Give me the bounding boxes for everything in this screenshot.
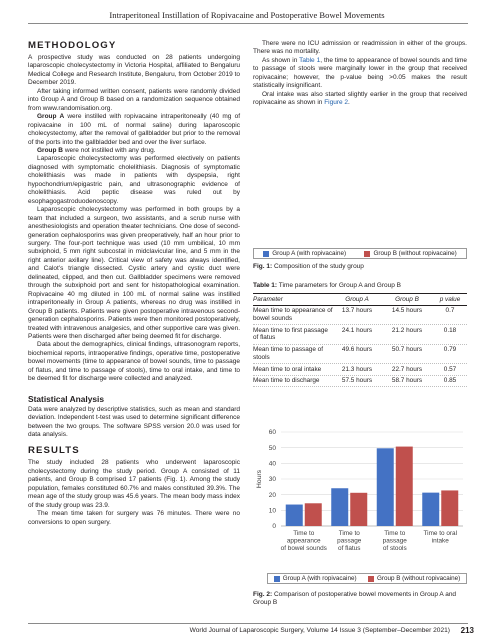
bar-group-b <box>441 490 458 526</box>
right-p3-after: . <box>348 99 350 107</box>
table-cell-group-a: 49.6 hours <box>341 346 373 354</box>
figure1-caption-text: Composition of the study group <box>272 263 364 270</box>
figure2-caption-label: Fig. 2: <box>253 591 273 598</box>
x-category-label: Time to <box>338 530 360 537</box>
table-cell-parameter: Mean time to appearance of bowel sounds <box>253 307 333 322</box>
table-row <box>253 306 467 325</box>
figure1-caption-label: Fig. 1: <box>253 263 273 270</box>
right-p2-after: , the time to appearance of bowel sounds and time to passage of stools were marginally lower in the group that received ropivacaine; however, the p-value being >0.05 makes the result statistically insignificant. <box>253 56 467 90</box>
methodology-p1: A prospective study was conducted on 28 patients undergoing laparoscopic cholecystectomy in Victoria Hospital, affiliated to Bengaluru Medical College and Research Institute, Bengaluru, from October 2019 to December 2019. <box>28 54 240 87</box>
bar-group-a <box>331 488 348 526</box>
table-row <box>253 364 467 376</box>
results-p1: The study included 28 patients who underwent laparoscopic cholecystectomy during the study period. Group A consisted of 11 patients, and Group B comprised 17 patients (Fig. 1). Among the study population, females constituted 60.7% and males constituted 39.3%. The mean age of the study group was 45.6 years. The mean body mass index of the study group was 23.9. <box>28 459 240 509</box>
left-column <box>28 40 240 527</box>
figure2-legend-a <box>274 575 357 582</box>
figure2-legend-b-label: Group B (without ropivacaine) <box>376 575 461 582</box>
legend-swatch-a <box>263 251 269 257</box>
right-p3-before: Oral intake was also started slightly earlier in the group that received ropivacaine as shown in <box>253 90 467 107</box>
table-cell-group-b: 14.5 hours <box>391 307 423 315</box>
group-a-label: Group A <box>37 113 65 121</box>
x-category-label: intake <box>431 537 449 545</box>
y-tick-label: 40 <box>268 460 276 468</box>
table1-caption-text: Time parameters for Group A and Group B <box>277 282 402 289</box>
table-cell-group-b: 50.7 hours <box>391 346 423 354</box>
x-category-label: Time to oral <box>423 530 458 537</box>
legend-swatch-b <box>364 251 370 257</box>
table-cell-parameter: Mean time to oral intake <box>253 365 322 373</box>
right-column <box>253 40 467 108</box>
table-cell-p-value: 0.7 <box>445 307 455 315</box>
table-cell-p-value: 0.57 <box>443 365 457 373</box>
table-cell-group-a: 13.7 hours <box>341 307 373 315</box>
table-header-group-b: Group B <box>395 295 419 303</box>
figure1-legend-b <box>364 250 456 257</box>
methodology-p7: Data about the demographics, clinical findings, ultrasonogram reports, biochemical reports, intraoperative findings, operative time, postoperative bowel movements (time to appearance of bowel sounds, time to passage of flatus, and time to passage of stools), time to oral intake, and time to be deemed fit for discharge were collected and analyzed. <box>28 341 240 383</box>
bar-group-a <box>286 505 303 526</box>
table-cell-group-a: 21.3 hours <box>341 365 373 373</box>
table-cell-parameter: Mean time to discharge <box>253 377 320 385</box>
figure2-legend <box>267 573 467 584</box>
running-head: Intraperitoneal Instillation of Ropivacaine and Postoperative Bowel Movements <box>109 10 385 20</box>
figure2-link[interactable]: Figure 2 <box>324 99 349 107</box>
right-p2 <box>253 57 467 91</box>
table-row <box>253 325 467 344</box>
table-cell-group-b: 58.7 hours <box>391 377 423 385</box>
x-category-label: Time to <box>384 530 406 537</box>
table1 <box>253 293 467 387</box>
y-tick-label: 50 <box>268 444 276 452</box>
figure2-legend-a-label: Group A (with ropivacaine) <box>282 575 357 582</box>
bar-group-b <box>396 447 413 526</box>
table1-caption-label: Table 1: <box>253 282 278 289</box>
table-cell-p-value: 0.18 <box>443 326 457 334</box>
figure1-caption <box>253 263 467 271</box>
y-tick-label: 10 <box>268 507 276 515</box>
y-axis-label: Hours <box>256 469 263 489</box>
figure1-legend <box>253 248 467 259</box>
right-p3 <box>253 91 467 108</box>
figure2-caption-text: Comparison of postoperative bowel movements in Group A and Group B <box>253 591 457 607</box>
group-a-text: were instilled with ropivacaine intraperitoneally (40 mg of ropivacaine in 100 mL of normal saline) during laparoscopic cholecystectomy, after the removal of gallbladder but prior to the removal of the ports into the gallbladder bed and over the liver surface. <box>28 113 240 146</box>
figure2-caption <box>253 591 467 608</box>
table1-link[interactable]: Table 1 <box>299 56 321 64</box>
x-category-label: of flatus <box>338 544 361 552</box>
x-category-label: of stools <box>382 544 407 552</box>
table-cell-group-a: 57.5 hours <box>341 377 373 385</box>
figure1-legend-b-label: Group B (without ropivacaine) <box>373 250 457 257</box>
x-category-label: Time to <box>293 530 315 537</box>
bar-group-a <box>377 448 394 526</box>
x-category-label: passage <box>337 537 362 545</box>
methodology-heading: METHODOLOGY <box>28 40 117 51</box>
figure2-chart <box>253 424 467 570</box>
group-b-label: Group B <box>37 146 63 154</box>
table-row <box>253 376 467 388</box>
figure1-legend-a <box>263 250 346 257</box>
methodology-p2: After taking informed written consent, patients were randomly divided into Group A and Group B based on a randomization sequence obtained from www.randomisation.org. <box>28 87 240 112</box>
footer-journal: World Journal of Laparoscopic Surgery, Volume 14 Issue 3 (September–December 2021) <box>189 627 450 634</box>
header-rule <box>28 23 468 24</box>
methodology-p4 <box>28 147 240 155</box>
table-cell-group-b: 22.7 hours <box>391 365 423 373</box>
x-category-label: passage <box>382 537 407 545</box>
y-tick-label: 30 <box>268 476 276 484</box>
methodology-p6: Laparoscopic cholecystectomy was performed in both groups by a team that included a surgeon, two assistants, and a scrub nurse with anesthesiologists and operation theater technicians. One dose of second-generation cephalosporins was given preoperatively, half an hour prior to surgery. The four-port technique was used (10 mm umbilical, 10 mm subxiphoid, 5 mm right subcostal in midclavicular line, and 5 mm in the right anterior axillary line). Critical view of safety was always identified, and Calot’s triangle dissected. Cystic artery and cystic duct were delineated, clipped, and then cut. Gallbladder specimens were removed through the subxiphoid port and sent for histopathological examination. Ropivacaine 40 mg diluted in 100 mL of normal saline was instilled intraperitoneally in Group A patients, whereas no drug was instilled in Group B patients. Patients were given postoperative intravenous second-generation cephalosporins. Patients were then monitored postoperatively, treated with intravenous analgesics, and other supportive care was given. Patients were then discharged after being deemed fit for discharge. <box>28 206 240 340</box>
table-header-row <box>253 293 467 306</box>
figure2-legend-b <box>368 575 460 582</box>
table-header-parameter: Parameter <box>253 295 283 303</box>
table-cell-parameter: Mean time to passage of stools <box>253 346 323 361</box>
table1-caption <box>253 282 467 290</box>
table-header-group-a: Group A <box>345 295 369 303</box>
table-cell-group-a: 24.1 hours <box>341 326 373 334</box>
right-p2-before: As shown in <box>262 56 300 64</box>
bar-group-a <box>422 493 439 526</box>
right-p1: There were no ICU admission or readmission in either of the groups. There was no mortality. <box>253 40 467 56</box>
table-header-p-value: p value <box>439 295 461 303</box>
y-tick-label: 60 <box>268 429 276 437</box>
bar-group-b <box>350 493 367 526</box>
y-tick-label: 20 <box>268 491 276 499</box>
results-heading: RESULTS <box>28 445 80 457</box>
table-row <box>253 345 467 364</box>
figure1-area <box>253 117 467 252</box>
methodology-p5: Laparoscopic cholecystectomy was performed electively on patients diagnosed with symptomatic cholelithiasis. Diagnosis of symptomatic cholelithiasis was made in patients with dyspepsia, right hypochondrium/epigastric pain, and ultrasonographic evidence of cholelithiasis. Acid peptic disease was ruled out by esophagogastroduodenoscopy. <box>28 155 240 205</box>
legend-swatch-a <box>274 576 280 582</box>
bar-group-b <box>305 503 322 526</box>
table-cell-p-value: 0.79 <box>443 346 457 354</box>
table-cell-group-b: 21.2 hours <box>391 326 423 334</box>
legend-swatch-b <box>368 576 374 582</box>
methodology-p3 <box>28 113 240 147</box>
table-cell-parameter: Mean time to first passage of flatus <box>253 326 328 342</box>
x-category-label: of bowel sounds <box>280 544 327 552</box>
group-b-text: were not instilled with any drug. <box>64 146 156 154</box>
page-number: 213 <box>460 626 474 635</box>
y-tick-label: 0 <box>272 523 276 531</box>
table-cell-p-value: 0.85 <box>443 377 457 385</box>
statistical-text: Data were analyzed by descriptive statistics, such as mean and standard deviation. Independent t-test was used to determine significant difference between the two groups. The software SPSS version 20.0 was used for data analysis. <box>28 405 240 439</box>
results-p2: The mean time taken for surgery was 76 minutes. There were no conversions to open surgery. <box>28 510 240 526</box>
statistical-heading: Statistical Analysis <box>28 393 105 404</box>
x-category-label: appearance <box>286 537 321 545</box>
footer-rule <box>28 623 468 624</box>
figure1-legend-a-label: Group A (with ropivacaine) <box>272 250 347 257</box>
